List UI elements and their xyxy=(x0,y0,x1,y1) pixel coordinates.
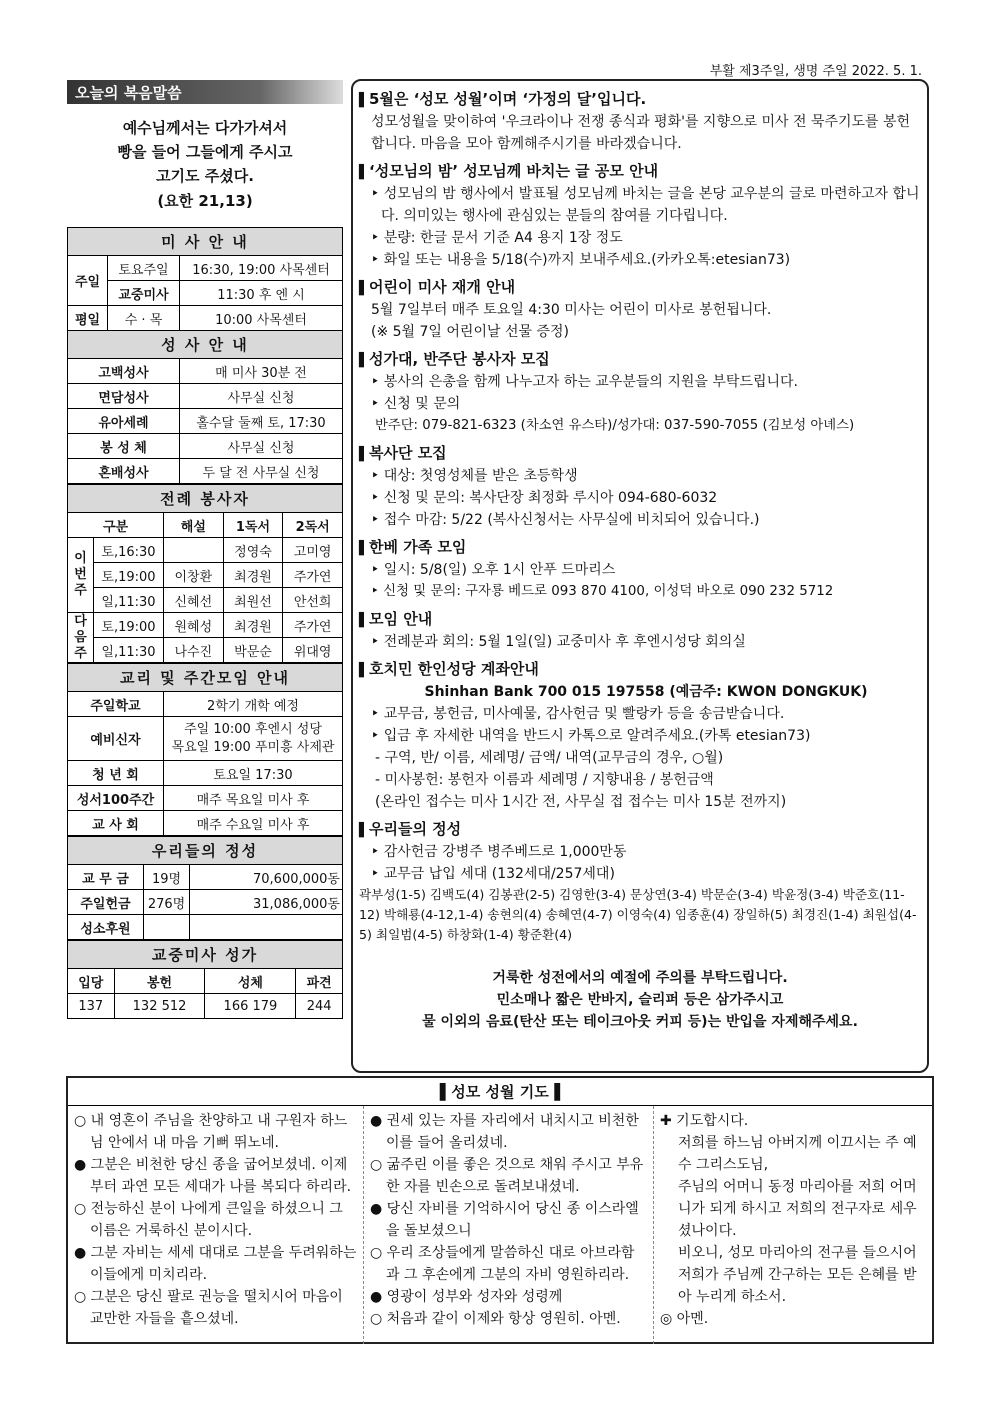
prayer-title: ▌성모 성월 기도▐ xyxy=(68,1078,932,1106)
prayer-column xyxy=(654,1106,932,1344)
notice-bullet: ‣ 분량: 한글 문서 기준 A4 용지 1장 정도 xyxy=(371,227,921,249)
notice-title: ▌ 한베 가족 모임 xyxy=(359,537,921,559)
notice-bullet: ‣ 신청 및 문의: 복사단장 최정화 루시아 094-680-6032 xyxy=(371,487,921,509)
server-reader2: 고미영 xyxy=(283,538,343,563)
prayer-line: 주님의 어머니 동정 마리아를 저희 어머니가 되게 하시고 저희의 전구자로 세우셨나이다. xyxy=(678,1179,917,1239)
offering-title: 우리들의 정성 xyxy=(68,837,343,865)
server-reader2: 주가연 xyxy=(283,613,343,638)
mass-day: 토요주일 xyxy=(108,256,180,281)
servers-header: 1독서 xyxy=(223,513,283,538)
notice-section xyxy=(359,161,921,271)
server-reader2: 안선희 xyxy=(283,588,343,613)
notice-section xyxy=(359,349,921,437)
notice-bullet: ‣ 전례분과 회의: 5월 1일(일) 교중미사 후 후엔시성당 회의실 xyxy=(371,631,921,653)
server-reader1: 정영숙 xyxy=(223,538,283,563)
bulletin-date: 부활 제3주일, 생명 주일 2022. 5. 1. xyxy=(709,64,922,79)
hymns-title: 교중미사 성가 xyxy=(68,941,343,969)
notice-title: ▌ 모임 안내 xyxy=(359,609,921,631)
server-when: 토,19:00 xyxy=(94,613,164,638)
servers-header: 해설 xyxy=(164,513,224,538)
notices-box xyxy=(351,79,929,1073)
notice-footer-line: 거룩한 성전에서의 예절에 주의를 부탁드립니다. xyxy=(492,970,788,986)
notice-bullet: ‣ 감사헌금 강병주 병주베드로 1,000만동 xyxy=(371,841,921,863)
weekday-label: 평일 xyxy=(68,306,108,331)
notice-section xyxy=(359,443,921,531)
notice-bullet: ‣ 접수 마감: 5/22 (복사신청서는 사무실에 비치되어 있습니다.) xyxy=(371,509,921,531)
offering-count xyxy=(144,915,190,940)
offering-name: 교 무 금 xyxy=(68,865,144,890)
etiquette-notice xyxy=(359,967,921,1033)
hymn-value: 166 179 xyxy=(205,994,296,1019)
notice-title: ▌ 성가대, 반주단 봉사자 모집 xyxy=(359,349,921,371)
notice-text: 5월 7일부터 매주 토요일 4:30 미사는 어린이 미사로 봉헌됩니다. xyxy=(371,302,772,318)
servers-title: 전례 봉사자 xyxy=(68,485,343,513)
notice-title: ▌ 5월은 ‘성모 성월’이며 ‘가정의 달’입니다. xyxy=(359,89,921,111)
gospel-line: 예수님께서는 다가가셔서 xyxy=(122,119,288,137)
servers-table xyxy=(67,484,343,663)
prayer-line: ○ 그분은 당신 팔로 권능을 떨치시어 마음이 교만한 자들을 흩으셨네. xyxy=(74,1289,343,1327)
offering-amount: 31,086,000동 xyxy=(190,890,343,915)
offering-name: 주일헌금 xyxy=(68,890,144,915)
notice-bullet: ‣ 대상: 첫영성체를 받은 초등학생 xyxy=(371,465,921,487)
education-name: 청 년 회 xyxy=(68,761,164,786)
server-commentator: 원혜성 xyxy=(164,613,224,638)
notice-title: ▌ 어린이 미사 재개 안내 xyxy=(359,277,921,299)
prayer-line: 저희를 하느님 아버지께 이끄시는 주 예수 그리스도님, xyxy=(678,1135,917,1173)
notice-bullet: ‣ 입금 후 자세한 내역을 반드시 카톡으로 알려주세요.(카톡 etesian73) xyxy=(371,725,921,747)
notice-text: 반주단: 079-821-6323 (차소연 유스타)/성가대: 037-590-7055 (김보성 아녜스) xyxy=(375,418,855,433)
gospel-title: 오늘의 복음말씀 xyxy=(67,80,343,104)
hymn-header: 입당 xyxy=(68,969,115,994)
mass-title: 미 사 안 내 xyxy=(68,228,343,256)
weekday-day: 수 · 목 xyxy=(108,306,180,331)
prayer-line: ○ 내 영혼이 주님을 찬양하고 내 구원자 하느님 안에서 내 마음 기뻐 뛰노네. xyxy=(74,1113,348,1151)
server-reader2: 위대영 xyxy=(283,638,343,663)
education-name: 성서100주간 xyxy=(68,786,164,811)
hymn-header: 파견 xyxy=(296,969,343,994)
notice-text: (※ 5월 7일 어린이날 선물 증정) xyxy=(371,324,569,340)
mass-time: 16:30, 19:00 사목센터 xyxy=(180,256,343,281)
prayer-box xyxy=(66,1076,934,1344)
education-name: 교 사 회 xyxy=(68,811,164,836)
offering-count: 19명 xyxy=(144,865,190,890)
gospel-line: 빵을 들어 그들에게 주시고 xyxy=(117,143,293,161)
donor-names: 곽부성(1-5) 김백도(4) 김봉관(2-5) 김영한(3-4) 문상연(3-4) 박문순(3-4) 박윤정(3-4) 박준호(11-12) 박해룡(4-12,1-4) 송현의(4) 송혜연(4-7) 이영숙(4) 임종훈(4) 장일하(5) 최경진(1-4) 최원섭(4-5) 최일범(4-5) 하창화(1-4) 황준환(4) xyxy=(359,887,917,942)
notice-bullet: ‣ 봉사의 은총을 함께 나누고자 하는 교우분들의 지원을 부탁드립니다. xyxy=(371,371,921,393)
server-reader1: 최경원 xyxy=(223,613,283,638)
server-reader1: 박문순 xyxy=(223,638,283,663)
hymn-header: 봉헌 xyxy=(114,969,205,994)
weekday-time: 10:00 사목센터 xyxy=(180,306,343,331)
sacrament-name: 유아세례 xyxy=(68,409,180,434)
notice-section xyxy=(359,537,921,603)
server-commentator: 이창환 xyxy=(164,563,224,588)
sacrament-value: 사무실 신청 xyxy=(180,434,343,459)
hymn-value: 244 xyxy=(296,994,343,1019)
server-commentator xyxy=(164,538,224,563)
notice-text: - 미사봉헌: 봉헌자 이름과 세례명 / 지향내용 / 봉헌금액 xyxy=(375,772,714,788)
notice-bullet: ‣ 일시: 5/8(일) 오후 1시 안푸 드마리스 xyxy=(371,559,921,581)
info-table xyxy=(67,227,343,484)
prayer-amen: ◎ 아멘. xyxy=(660,1311,709,1327)
gospel-text xyxy=(67,116,343,188)
notice-bullet: ‣ 신청 및 문의: 구자룡 베드로 093 870 4100, 이성덕 바오로 090 232 5712 xyxy=(371,581,921,603)
next-week-label: 다음주 xyxy=(68,613,94,663)
prayer-line: ○ 굶주린 이를 좋은 것으로 채워 주시고 부유한 자를 빈손으로 돌려보내셨네. xyxy=(370,1157,644,1195)
notice-section xyxy=(359,609,921,653)
notice-section xyxy=(359,277,921,343)
prayer-line: ○ 전능하신 분이 나에게 큰일을 하셨으니 그 이름은 거룩하신 분이시다. xyxy=(74,1201,343,1239)
education-value: 매주 수요일 미사 후 xyxy=(164,811,343,836)
notice-bullet: ‣ 교무금, 봉헌금, 미사예물, 감사헌금 및 빨랑카 등을 송금받습니다. xyxy=(371,703,921,725)
notice-title: ▌ ‘성모님의 밤’ 성모님께 바치는 글 공모 안내 xyxy=(359,161,921,183)
server-reader1: 최경원 xyxy=(223,563,283,588)
server-when: 일,11:30 xyxy=(94,638,164,663)
education-value: 주일 10:00 후엔시 성당 xyxy=(184,721,322,737)
sacrament-name: 봉 성 체 xyxy=(68,434,180,459)
offering-amount xyxy=(190,915,343,940)
prayer-line: ● 그분은 비천한 당신 종을 굽어보셨네. 이제부터 과연 모든 세대가 나를 복되다 하리라. xyxy=(74,1157,352,1195)
notice-footer-line: 물 이외의 음료(탄산 또는 테이크아웃 커피 등)는 반입을 자제해주세요. xyxy=(422,1014,858,1030)
notice-text: - 구역, 반/ 이름, 세례명/ 금액/ 내역(교무금의 경우, ○월) xyxy=(375,750,724,766)
offering-amount: 70,600,000동 xyxy=(190,865,343,890)
offering-count: 276명 xyxy=(144,890,190,915)
notice-text: 성모성월을 맞이하여 '우크라이나 전쟁 종식과 평화'를 지향으로 미사 전 묵주기도를 봉헌합니다. 마음을 모아 함께해주시기를 바라겠습니다. xyxy=(371,114,911,152)
education-title: 교리 및 주간모임 안내 xyxy=(68,664,343,692)
gospel-line: 고기도 주셨다. xyxy=(156,167,254,185)
prayer-line: ● 당신 자비를 기억하시어 당신 종 이스라엘을 돌보셨으니 xyxy=(370,1201,639,1239)
education-table xyxy=(67,663,343,836)
offering-name: 성소후원 xyxy=(68,915,144,940)
notice-bullet: ‣ 신청 및 문의 xyxy=(371,393,921,415)
sacrament-value: 홀수달 둘째 토, 17:30 xyxy=(180,409,343,434)
server-commentator: 나수진 xyxy=(164,638,224,663)
sacrament-name: 면담성사 xyxy=(68,384,180,409)
server-reader1: 최원선 xyxy=(223,588,283,613)
prayer-line: ● 그분 자비는 세세 대대로 그분을 두려워하는 이들에게 미치리라. xyxy=(74,1245,357,1283)
sacrament-value: 매 미사 30분 전 xyxy=(180,359,343,384)
this-week-label: 이번주 xyxy=(68,538,94,613)
hymns-table xyxy=(67,940,343,1019)
mass-time: 11:30 후 엔 시 xyxy=(180,281,343,306)
prayer-column xyxy=(364,1106,654,1344)
server-when: 토,16:30 xyxy=(94,538,164,563)
education-value: 매주 목요일 미사 후 xyxy=(164,786,343,811)
sacrament-name: 혼배성사 xyxy=(68,459,180,484)
notice-section xyxy=(359,819,921,945)
server-when: 토,19:00 xyxy=(94,563,164,588)
mass-day: 교중미사 xyxy=(108,281,180,306)
notice-bullet: ‣ 성모님의 밤 행사에서 발표될 성모님께 바치는 글을 본당 교우분의 글로 마련하고자 합니다. 의미있는 행사에 관심있는 분들의 참여를 기다립니다. xyxy=(371,183,921,227)
hymn-value: 132 512 xyxy=(114,994,205,1019)
sacrament-name: 고백성사 xyxy=(68,359,180,384)
prayer-line: 비오니, 성모 마리아의 전구를 들으시어 저희가 주님께 간구하는 모든 은혜를 받아 누리게 하소서. xyxy=(678,1245,917,1305)
server-commentator: 신혜선 xyxy=(164,588,224,613)
left-column xyxy=(67,80,343,1019)
sacrament-value: 두 달 전 사무실 신청 xyxy=(180,459,343,484)
prayer-line: ● 권세 있는 자를 자리에서 내치시고 비천한 이를 들어 올리셨네. xyxy=(370,1113,639,1151)
prayer-line: ○ 처음과 같이 이제와 항상 영원히. 아멘. xyxy=(370,1311,621,1327)
notice-bullet: ‣ 화일 또는 내용을 5/18(수)까지 보내주세요.(카카오톡:etesian73) xyxy=(371,249,921,271)
server-when: 일,11:30 xyxy=(94,588,164,613)
notice-text: (온라인 접수는 미사 1시간 전, 사무실 접 접수는 미사 15분 전까지) xyxy=(375,794,787,810)
hymn-value: 137 xyxy=(68,994,115,1019)
prayer-line: ○ 우리 조상들에게 말씀하신 대로 아브라함과 그 후손에게 그분의 자비 영원하리라. xyxy=(370,1245,635,1283)
gospel-reference: (요한 21,13) xyxy=(157,192,253,210)
servers-header: 2독서 xyxy=(283,513,343,538)
notice-footer-line: 민소매나 짧은 반바지, 슬리퍼 등은 삼가주시고 xyxy=(496,992,784,1008)
notice-section xyxy=(359,89,921,155)
education-name: 예비신자 xyxy=(68,717,164,761)
servers-header: 구분 xyxy=(68,513,164,538)
notice-title: ▌ 호치민 한인성당 계좌안내 xyxy=(359,659,921,681)
sacrament-title: 성 사 안 내 xyxy=(68,331,343,359)
notice-bullet: ‣ 교무금 납입 세대 (132세대/257세대) xyxy=(371,863,921,885)
prayer-heading: ✚ 기도합시다. xyxy=(660,1113,749,1129)
education-value: 2학기 개학 예정 xyxy=(164,692,343,717)
server-reader2: 주가연 xyxy=(283,563,343,588)
account-number: Shinhan Bank 700 015 197558 (예금주: KWON DONGKUK) xyxy=(424,684,868,700)
prayer-column xyxy=(68,1106,364,1344)
education-name: 주일학교 xyxy=(68,692,164,717)
notice-section xyxy=(359,659,921,813)
prayer-line: ● 영광이 성부와 성자와 성령께 xyxy=(370,1289,563,1305)
hymn-header: 성체 xyxy=(205,969,296,994)
notice-title: ▌ 복사단 모집 xyxy=(359,443,921,465)
offering-table xyxy=(67,836,343,940)
sunday-label: 주일 xyxy=(68,256,108,306)
notice-title: ▌ 우리들의 정성 xyxy=(359,819,921,841)
sacrament-value: 사무실 신청 xyxy=(180,384,343,409)
education-value: 목요일 19:00 푸미흥 사제관 xyxy=(171,739,335,755)
education-value: 토요일 17:30 xyxy=(164,761,343,786)
